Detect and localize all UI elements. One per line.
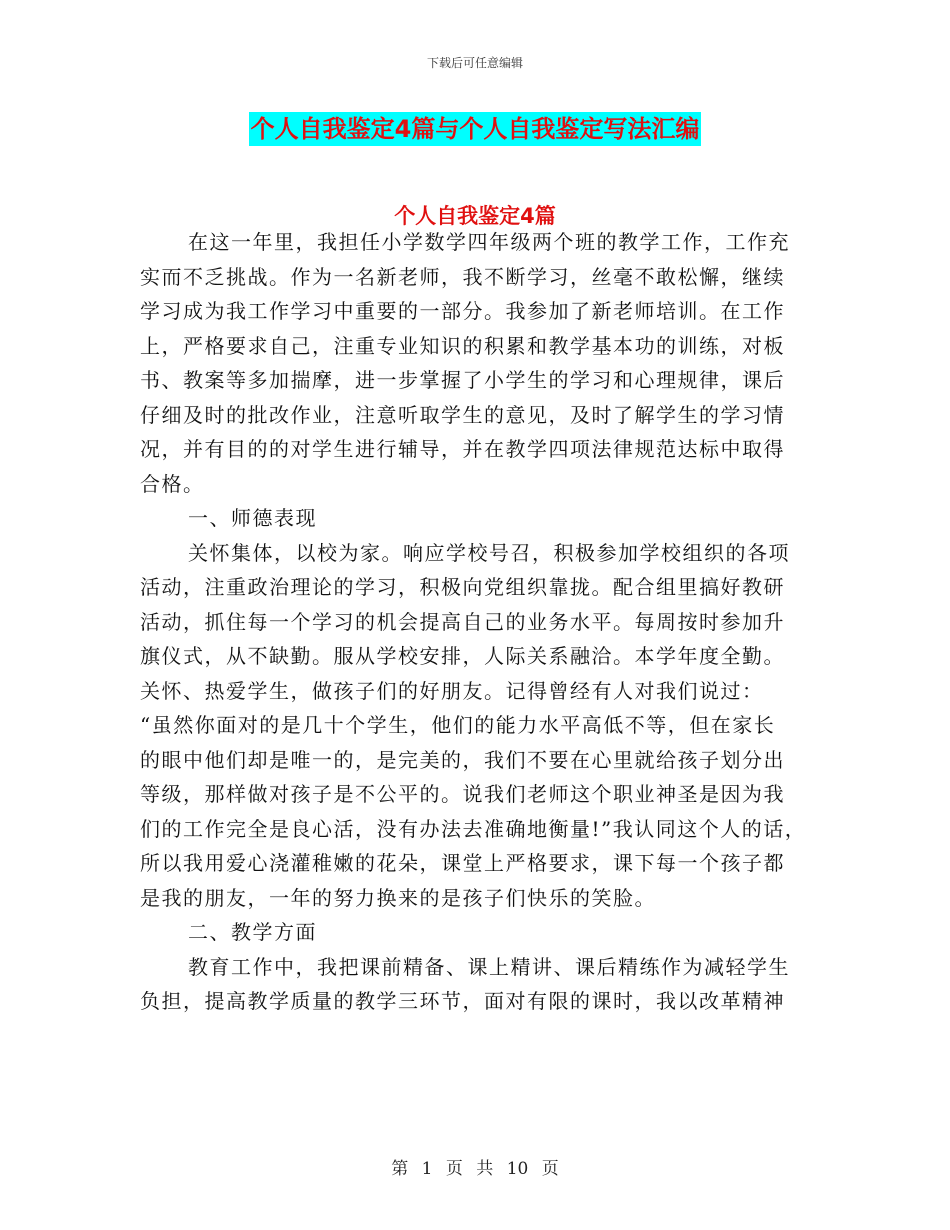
body-line: 等级，那样做对孩子是不公平的。说我们老师这个职业神圣是因为我: [140, 782, 785, 806]
body-line: 关怀、热爱学生，做孩子们的好朋友。记得曾经有人对我们说过：: [140, 678, 764, 703]
body-line: 活动，抓住每一个学习的机会提高自己的业务水平。每周按时参加升: [140, 609, 785, 634]
body-line: 书、教案等多加揣摩，进一步掌握了小学生的学习和心理规律，课后: [140, 368, 785, 392]
body-line: 学习成为我工作学习中重要的一部分。我参加了新老师培训。在工作: [140, 299, 785, 323]
main-title: 个人自我鉴定4篇与个人自我鉴定写法汇编: [249, 112, 702, 146]
section-heading: 一、师德表现: [188, 506, 317, 530]
body-line: 活动，注重政治理论的学习，积极向党组织靠拢。配合组里搞好教研: [140, 575, 785, 599]
body-line: 们的工作完全是良心活，没有办法去准确地衡量!”我认同这个人的话，: [140, 816, 807, 841]
body-line: “虽然你面对的是几十个学生，他们的能力水平高低不等，但在家长: [140, 713, 776, 737]
main-title-container: [0, 112, 950, 146]
section-heading: 二、教学方面: [188, 920, 317, 944]
body-line: 是我的朋友，一年的努力换来的是孩子们快乐的笑脸。: [140, 885, 656, 910]
footer-total-label: 共: [476, 1159, 494, 1179]
body-line: 上，严格要求自己，注重专业知识的积累和教学基本功的训练，对板: [140, 333, 785, 358]
body-line: 所以我用爱心浇灌稚嫩的花朵，课堂上严格要求，课下每一个孩子都: [140, 851, 785, 875]
footer-page-unit: 页: [445, 1159, 463, 1179]
body-line: 负担，提高教学质量的教学三环节，面对有限的课时，我以改革精神: [140, 989, 785, 1013]
body-line: 旗仪式，从不缺勤。服从学校安排，人际关系融洽。本学年度全勤。: [140, 644, 785, 668]
footer-page-label: 第: [391, 1159, 409, 1179]
body-line: 教育工作中，我把课前精备、课上精讲、课后精练作为减轻学生: [188, 954, 790, 979]
body-line: 仔细及时的批改作业，注意听取学生的意见，及时了解学生的学习情: [140, 402, 785, 427]
page-footer: [0, 1154, 950, 1179]
body-line: 合格。: [140, 471, 205, 496]
footer-page-number: 1: [421, 1159, 433, 1179]
body-line: 的眼中他们却是唯一的，是完美的，我们不要在心里就给孩子划分出: [140, 747, 785, 772]
page-header-note: 下载后可任意编辑: [426, 56, 523, 70]
footer-total-pages: 10: [506, 1159, 529, 1179]
body-line: 关怀集体，以校为家。响应学校号召，积极参加学校组织的各项: [188, 540, 790, 565]
body-line: 实而不乏挑战。作为一名新老师，我不断学习，丝毫不敢松懈，继续: [140, 264, 785, 289]
footer-total-unit: 页: [541, 1159, 559, 1179]
body-line: 况，并有目的的对学生进行辅导，并在教学四项法律规范达标中取得: [140, 437, 785, 461]
section-title: 个人自我鉴定4篇: [394, 204, 556, 228]
body-line: 在这一年里，我担任小学数学四年级两个班的教学工作，工作充: [188, 230, 790, 254]
document-body: [140, 225, 820, 1019]
